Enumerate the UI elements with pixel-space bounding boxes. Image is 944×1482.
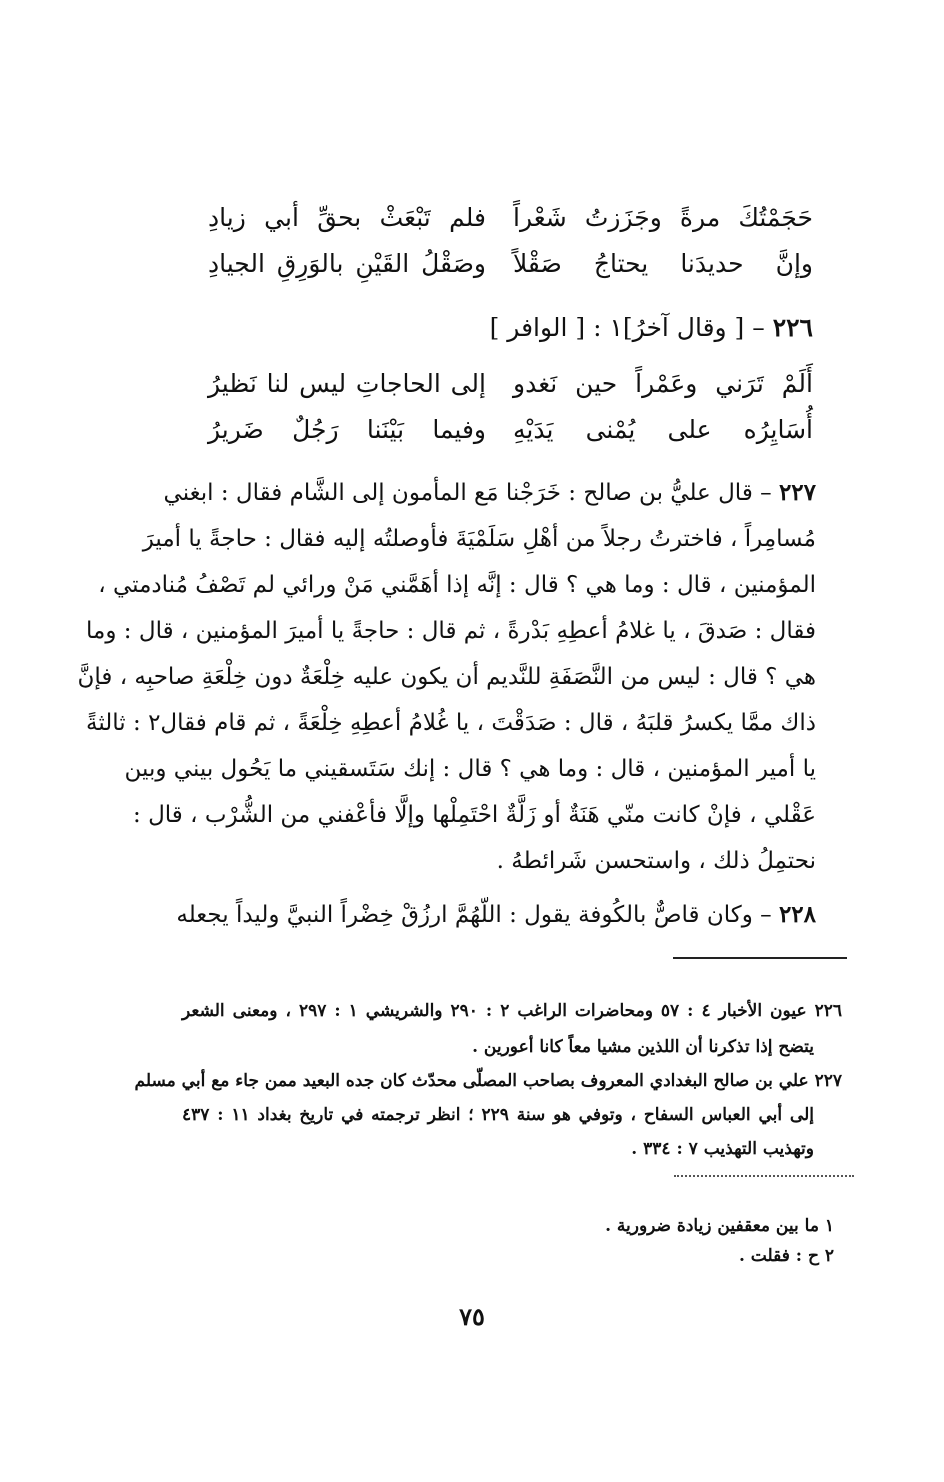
prose-line: ذاك ممَّا يكسرُ قلبَهُ ، قال : صَدَقْتَ ، يا غُلامُ أعطِهِ خِلْعَةً ، ثم قام فقال٢ : ثالثةً bbox=[86, 710, 816, 736]
entry-number: ٢٢٧ bbox=[778, 479, 816, 506]
footnote-line: إلى أبي العباس السفاح ، وتوفي هو سنة ٢٢٩ ؛ انظر ترجمته في تاريخ بغداد ١١ : ٤٣٧ bbox=[182, 1105, 814, 1125]
verse-second-hemistich: وفيما بَيْنَنا رَجُلٌ ضَريرُ bbox=[208, 415, 486, 444]
prose-line: يا أمير المؤمنين ، قال : وما هي ؟ قال : إنك سَتَسقيني ما يَحُول بيني وبين bbox=[124, 756, 816, 782]
verse-second-hemistich: إلى الحاجاتِ ليس لنا نَظيرُ bbox=[208, 369, 486, 398]
prose-text: – قال عليُّ بن صالح : خَرَجْنا مَع المأمون إلى الشَّام فقال : ابغني bbox=[163, 480, 779, 506]
verse-first-hemistich: حَجَمْتُكَ مرةً وجَزَزتُ شَعْراً bbox=[513, 203, 813, 232]
page-number: ٧٥ bbox=[459, 1302, 485, 1331]
entry-number: ٢٢٦ bbox=[772, 313, 813, 342]
footnote-line: يتضح إذا تذكرنا أن اللذين مشيا معاً كانا أعورين . bbox=[472, 1037, 814, 1057]
prose-text: – وكان قاصٌّ بالكُوفة يقول : اللّهُمَّ ارزُقْ خِضْراً النبيَّ وليداً يجعله bbox=[176, 902, 779, 928]
verse-second-hemistich: فلم تَبْعَثْ بحقِّ أبي زيادِ bbox=[208, 203, 486, 232]
entry-227-line bbox=[163, 470, 816, 516]
prose-line: المؤمنين ، قال : وما هي ؟ قال : إنَّه إذا أهَمَّني مَنْ ورائي لم تَصْفُ مُنادمتي ، bbox=[98, 572, 816, 598]
verse-line bbox=[208, 242, 813, 286]
footnote-separator bbox=[673, 957, 847, 959]
prose-line: فقال : صَدقَ ، يا غلامُ أعطِهِ بَدْرةً ، ثم قال : حاجةً يا أميرَ المؤمنين ، قال : وما bbox=[86, 618, 816, 644]
prose-line: نحتمِلُ ذلك ، واستحسن شَرائطهُ . bbox=[496, 848, 816, 874]
verse-line bbox=[208, 362, 813, 406]
entry-228-line bbox=[176, 892, 816, 938]
verse-second-hemistich: وصَقْلُ القَيْنِ بالوَرِقِ الجيادِ bbox=[208, 249, 486, 278]
entry-226-heading bbox=[490, 308, 813, 348]
footnote-text: علي بن صالح البغدادي المعروف بصاحب المصلّى محدّث كان جده البعيد ممن جاء مع أبي مسلم bbox=[134, 1071, 815, 1091]
editor-note: ٢ ح : فقلت . bbox=[738, 1246, 834, 1266]
entry-text: – [ وقال آخرُ]١ : [ الوافر ] bbox=[489, 313, 773, 342]
verse-first-hemistich: أَلَمْ تَرَني وعَمْراً حين نَغدو bbox=[513, 369, 813, 398]
footnote-number: ٢٢٧ bbox=[814, 1071, 842, 1091]
verse-line bbox=[208, 196, 813, 240]
footnote-line bbox=[134, 1066, 842, 1096]
verse-first-hemistich: وإنَّ حديدَنا يحتاجُ صَقْلاً bbox=[513, 249, 813, 278]
editor-note: ١ ما بين معقفين زيادة ضرورية . bbox=[605, 1216, 834, 1236]
prose-line: عَقْلي ، فإنْ كانت منّي هَنَةٌ أو زَلَّةٌ احْتَمِلْها وإلَّا فأعْفني من الشُّرْب ، قال : bbox=[133, 802, 816, 828]
verse-first-hemistich: أُسَايِرُه على يُمْنى يَدَيْهِ bbox=[513, 415, 813, 444]
verse-line bbox=[208, 408, 813, 452]
notes-separator bbox=[674, 1175, 854, 1177]
footnote-number: ٢٢٦ bbox=[814, 1001, 842, 1021]
footnote-line: وتهذيب التهذيب ٧ : ٣٣٤ . bbox=[631, 1139, 814, 1159]
footnote-line bbox=[182, 996, 842, 1026]
entry-number: ٢٢٨ bbox=[778, 901, 816, 928]
prose-line: هي ؟ قال : ليس من النَّصَفَةِ للنَّديم أن يكون عليه خِلْعَةٌ دون خِلْعَةِ صاحبِه ، فإنَّ bbox=[77, 664, 816, 690]
prose-line: مُسامِراً ، فاخترتُ رجلاً من أهْلِ سَلَمْيَةَ فأوصلتُه إليه فقال : حاجةً يا أميرَ bbox=[142, 526, 816, 552]
footnote-text: عيون الأخبار ٤ : ٥٧ ومحاضرات الراغب ٢ : ٢٩٠ والشريشي ١ : ٢٩٧ ، ومعنى الشعر bbox=[182, 1001, 815, 1021]
